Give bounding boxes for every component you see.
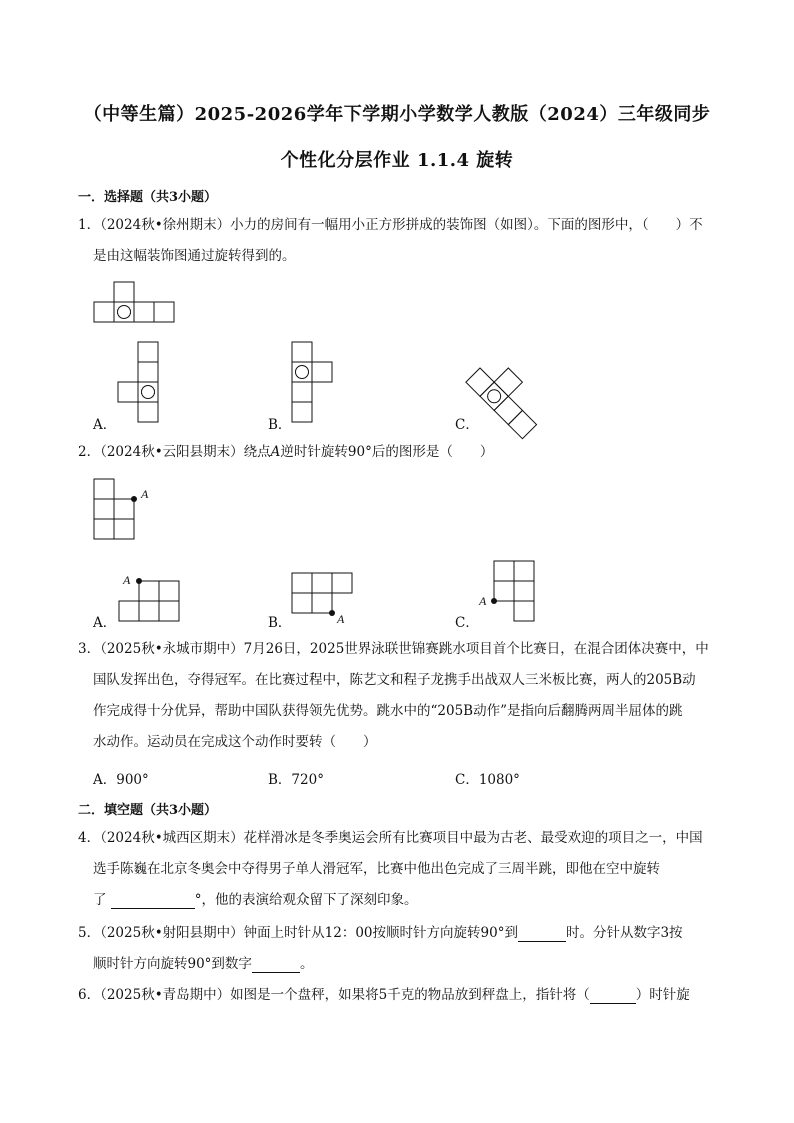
q5-answer-blank-2[interactable] xyxy=(252,958,300,973)
q5-answer-blank-1[interactable] xyxy=(518,927,566,942)
q4-text-post: °，他的表演给观众留下了深刻印象。 xyxy=(194,892,418,908)
q1-option-c-label: C． xyxy=(455,417,479,433)
q6-text-line1 xyxy=(78,989,690,1004)
q2-option-c-figure xyxy=(494,561,534,621)
q2-option-b-figure xyxy=(292,573,352,613)
q2-option-c-label: C． xyxy=(455,615,479,631)
q1-text-line2: 是由这幅装饰图通过旋转得到的。 xyxy=(93,248,296,264)
q2-option-c-point-label: A xyxy=(479,594,487,608)
q6-text-pre: 6．（2025秋•青岛期中）如图是一个盘秤，如果将5千克的物品放到秤盘上，指针将（ xyxy=(78,987,590,1003)
q2-option-a-label: A． xyxy=(93,615,117,631)
q5-text-line2-post: 。 xyxy=(299,956,314,972)
q2-reference-point xyxy=(131,496,137,502)
q5-text-line2-pre: 顺时针方向旋转90°到数字 xyxy=(93,956,252,972)
q2-option-c-point xyxy=(491,598,497,604)
q2-option-b-label: B． xyxy=(268,615,292,631)
q5-text-pre: 5．（2025秋•射阳县期中）钟面上时针从12：00按顺时针方向旋转90°到 xyxy=(78,925,518,941)
q3-text-line4: 水动作。运动员在完成这个动作时要转（ ） xyxy=(93,734,377,750)
q2-option-b-point xyxy=(329,610,335,616)
section-heading-fill: 二．填空题（共3小题） xyxy=(78,803,218,818)
q2-option-a-figure xyxy=(119,581,179,621)
section-heading-choice: 一．选择题（共3小题） xyxy=(78,190,218,205)
q6-answer-blank[interactable] xyxy=(590,989,636,1004)
q2-text-pre: 2．（2024秋•云阳县期末）绕点 xyxy=(78,444,271,460)
q3-text-line1: 3．（2025秋•永城市期中）7月26日，2025世界泳联世锦赛跳水项目首个比赛日，在混合团体决赛中，中 xyxy=(78,641,709,657)
q3-text-line3: 作完成得十分优异，帮助中国队获得领先优势。跳水中的“205B动作”是指向后翻腾两周半屈体的跳 xyxy=(93,703,683,719)
q2-option-a-point-label: A xyxy=(123,573,131,587)
q2-text-post: 逆时针旋转90°后的图形是（ ） xyxy=(280,444,494,460)
q5-text-mid: 时。分针从数字3按 xyxy=(565,925,683,941)
q2-option-b-point-label: A xyxy=(337,612,345,626)
q5-text-line1 xyxy=(78,927,683,942)
q3-text-line2: 国队发挥出色，夺得冠军。在比赛过程中，陈艺文和程子龙携手出战双人三米板比赛，两人的205B动 xyxy=(93,672,696,688)
q3-option-b: B．720° xyxy=(268,772,324,788)
q4-answer-blank[interactable] xyxy=(111,894,195,909)
q1-option-a-label: A． xyxy=(93,417,117,433)
q2-option-a-point xyxy=(136,578,142,584)
q3-option-c: C．1080° xyxy=(455,772,520,788)
q6-text-post: ）时针旋 xyxy=(635,987,690,1003)
q3-option-a: A．900° xyxy=(93,772,149,788)
page-title-line2: 个性化分层作业 1.1.4 旋转 xyxy=(280,150,514,171)
q2-point-label: A xyxy=(270,444,281,460)
q5-text-line2 xyxy=(93,958,313,973)
q4-text-line1: 4．（2024秋•城西区期末）花样滑冰是冬季奥运会所有比赛项目中最为古老、最受欢迎的项目之一，中国 xyxy=(78,830,703,846)
q4-text-line3 xyxy=(93,894,418,909)
page-title-line1: （中等生篇）2025-2026学年下学期小学数学人教版（2024）三年级同步 xyxy=(83,104,711,125)
q2-reference-figure xyxy=(94,479,134,539)
q1-text-line1: 1．（2024秋•徐州期末）小力的房间有一幅用小正方形拼成的装饰图（如图）。下面的图形中，（ ）不 xyxy=(78,217,703,233)
q1-option-b-label: B． xyxy=(268,417,292,433)
q2-reference-point-label: A xyxy=(141,487,149,501)
q4-text-pre: 了 xyxy=(93,892,107,908)
q4-text-line2: 选手陈巍在北京冬奥会中夺得男子单人滑冠军，比赛中他出色完成了三周半跳，即他在空中旋转 xyxy=(93,861,660,877)
